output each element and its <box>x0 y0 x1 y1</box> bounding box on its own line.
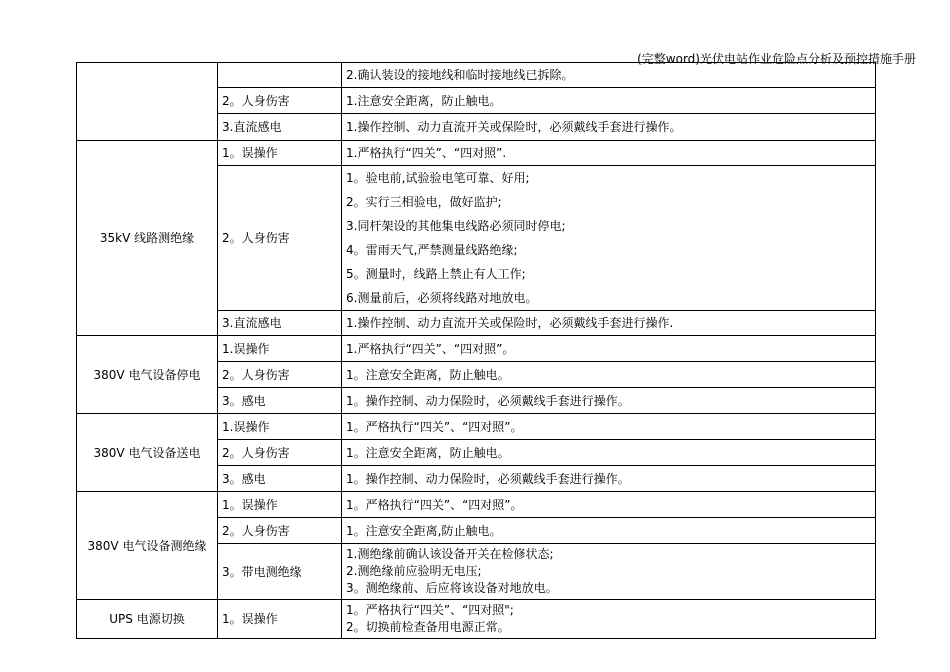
hazard-cell: 3。感电 <box>218 466 342 492</box>
hazard-cell: 1。误操作 <box>218 141 342 166</box>
measure-cell: 1。注意安全距离,防止触电。 <box>342 518 876 544</box>
measure-cell <box>342 544 876 600</box>
measure-cell <box>342 166 876 311</box>
measure-cell: 1。注意安全距离，防止触电。 <box>342 362 876 388</box>
hazard-cell: 1。误操作 <box>218 492 342 518</box>
hazard-cell: 3.直流感电 <box>218 114 342 141</box>
hazard-cell: 1.误操作 <box>218 336 342 362</box>
measure-line: 4。雷雨天气,严禁测量线路绝缘; <box>346 243 518 257</box>
measure-line: 5。测量时，线路上禁止有人工作; <box>346 267 526 281</box>
measure-cell: 1。严格执行“四关”、“四对照”。 <box>342 414 876 440</box>
hazard-cell: 1.误操作 <box>218 414 342 440</box>
measure-cell: 1.操作控制、动力直流开关或保险时，必须戴线手套进行操作. <box>342 311 876 336</box>
measure-line: 2。切换前检查备用电源正常。 <box>346 620 510 634</box>
measure-line: 1。验电前,试验验电笔可靠、好用; <box>346 171 530 185</box>
measure-line: 2.测绝缘前应验明无电压; <box>346 564 482 578</box>
hazard-cell: 3.直流感电 <box>218 311 342 336</box>
hazard-control-table <box>76 62 876 639</box>
task-cell: 35kV 线路测绝缘 <box>77 141 218 336</box>
hazard-cell: 2。人身伤害 <box>218 518 342 544</box>
hazard-cell: 1。误操作 <box>218 600 342 639</box>
measure-cell: 1。操作控制、动力保险时，必须戴线手套进行操作。 <box>342 388 876 414</box>
hazard-cell: 2。人身伤害 <box>218 362 342 388</box>
measure-line: 3。测绝缘前、后应将该设备对地放电。 <box>346 581 558 595</box>
measure-cell: 1。严格执行“四关”、“四对照”。 <box>342 492 876 518</box>
task-cell: 380V 电气设备送电 <box>77 414 218 492</box>
hazard-cell: 3。带电测绝缘 <box>218 544 342 600</box>
hazard-cell: 2。人身伤害 <box>218 166 342 311</box>
measure-cell: 2.确认装设的接地线和临时接地线已拆除。 <box>342 63 876 88</box>
task-cell: UPS 电源切换 <box>77 600 218 639</box>
task-cell: 380V 电气设备停电 <box>77 336 218 414</box>
hazard-cell: 3。感电 <box>218 388 342 414</box>
measure-line: 1。严格执行“四关”、“四对照"; <box>346 603 514 617</box>
measure-line: 2。实行三相验电，做好监护; <box>346 195 502 209</box>
measure-cell: 1。操作控制、动力保险时，必须戴线手套进行操作。 <box>342 466 876 492</box>
measure-cell: 1.注意安全距离，防止触电。 <box>342 88 876 114</box>
hazard-cell: 2。人身伤害 <box>218 88 342 114</box>
measure-line: 3.同杆架设的其他集电线路必须同时停电; <box>346 219 566 233</box>
measure-cell: 1.严格执行“四关”、“四对照”。 <box>342 336 876 362</box>
measure-cell: 1。注意安全距离，防止触电。 <box>342 440 876 466</box>
document-header: (完整word)光伏电站作业危险点分析及预控措施手册 <box>637 52 916 66</box>
measure-cell <box>342 600 876 639</box>
measure-line: 1.测绝缘前确认该设备开关在检修状态; <box>346 547 554 561</box>
measure-cell: 1.操作控制、动力直流开关或保险时，必须戴线手套进行操作。 <box>342 114 876 141</box>
task-cell: 380V 电气设备测绝缘 <box>77 492 218 600</box>
task-cell <box>77 63 218 141</box>
measure-line: 6.测量前后，必须将线路对地放电。 <box>346 291 538 305</box>
hazard-cell <box>218 63 342 88</box>
hazard-cell: 2。人身伤害 <box>218 440 342 466</box>
measure-cell: 1.严格执行“四关”、“四对照”. <box>342 141 876 166</box>
